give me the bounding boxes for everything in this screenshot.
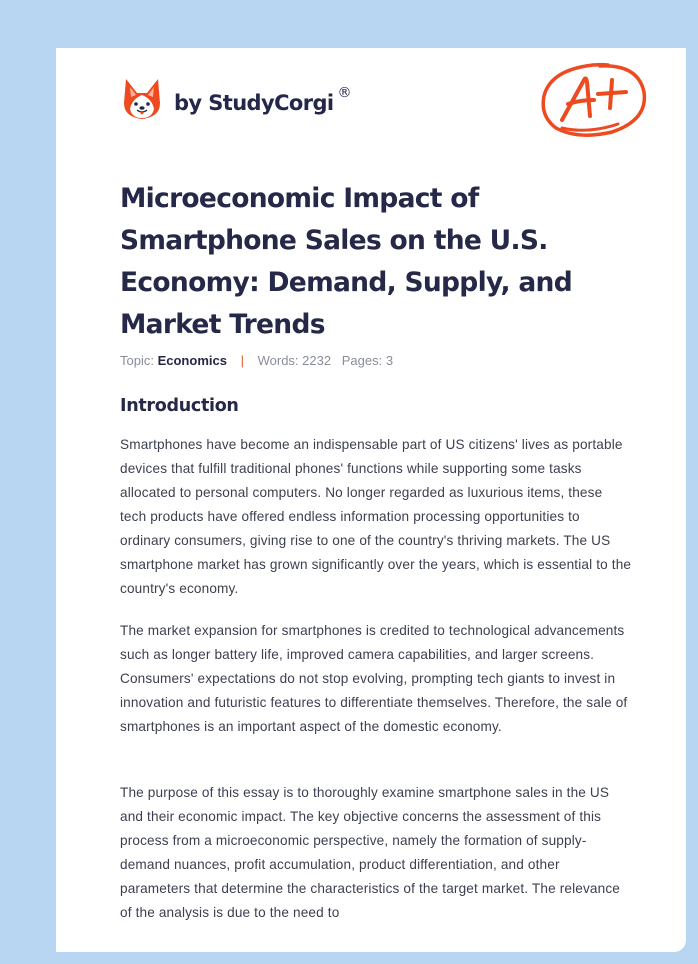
paragraph: The market expansion for smartphones is credited to technological advancements such as longer battery life, improved camera capabilities, and larger screens. Consumers' expectations do not stop evolving, prompting tech giants to invest in innovation and futuristic features to differentiate themselves. Therefore, the sale of smartphones is an important aspect of the domestic economy. bbox=[120, 623, 628, 734]
pages-label: Pages: bbox=[341, 353, 383, 368]
paragraph: Smartphones have become an indispensable part of US citizens' lives as portable devices that fulfill traditional phones' functions while supporting some tasks allocated to personal computers. No longer regarded as luxurious items, these tech products have offered endless information processing opportunities to ordinary consumers, giving rise to one of the country's thriving markets. The US smartphone market has grown significantly over the years, which is essential to the country's economy. bbox=[120, 437, 632, 596]
document-card bbox=[56, 48, 686, 952]
section-heading-introduction: Introduction bbox=[120, 396, 239, 416]
paragraph: The purpose of this essay is to thoroughly examine smartphone sales in the US and their economic impact. The key objective concerns the assessment of this process from a microeconomic perspective, namely the formation of supply-demand nuances, profit accumulation, product differentiation, and other parameters that determine the characteristics of the target market. The relevance of the analysis is due to the need to bbox=[120, 785, 620, 920]
topic-link[interactable]: Economics bbox=[157, 353, 227, 368]
brand-name: by StudyCorgi bbox=[174, 91, 334, 115]
article-title: Microeconomic Impact of Smartphone Sales on the U.S. Economy: Demand, Supply, and Market Trends bbox=[120, 183, 572, 340]
brand-logo[interactable] bbox=[122, 76, 352, 122]
article-meta bbox=[120, 353, 393, 368]
registered-mark: ® bbox=[337, 85, 352, 101]
words-value: 2232 bbox=[302, 353, 332, 368]
corgi-face-icon bbox=[122, 77, 162, 121]
topic-label: Topic: bbox=[120, 353, 154, 368]
a-plus-grade-icon bbox=[538, 58, 650, 142]
pages-value: 3 bbox=[385, 353, 394, 368]
meta-separator: | bbox=[240, 353, 244, 368]
words-label: Words: bbox=[257, 353, 299, 368]
